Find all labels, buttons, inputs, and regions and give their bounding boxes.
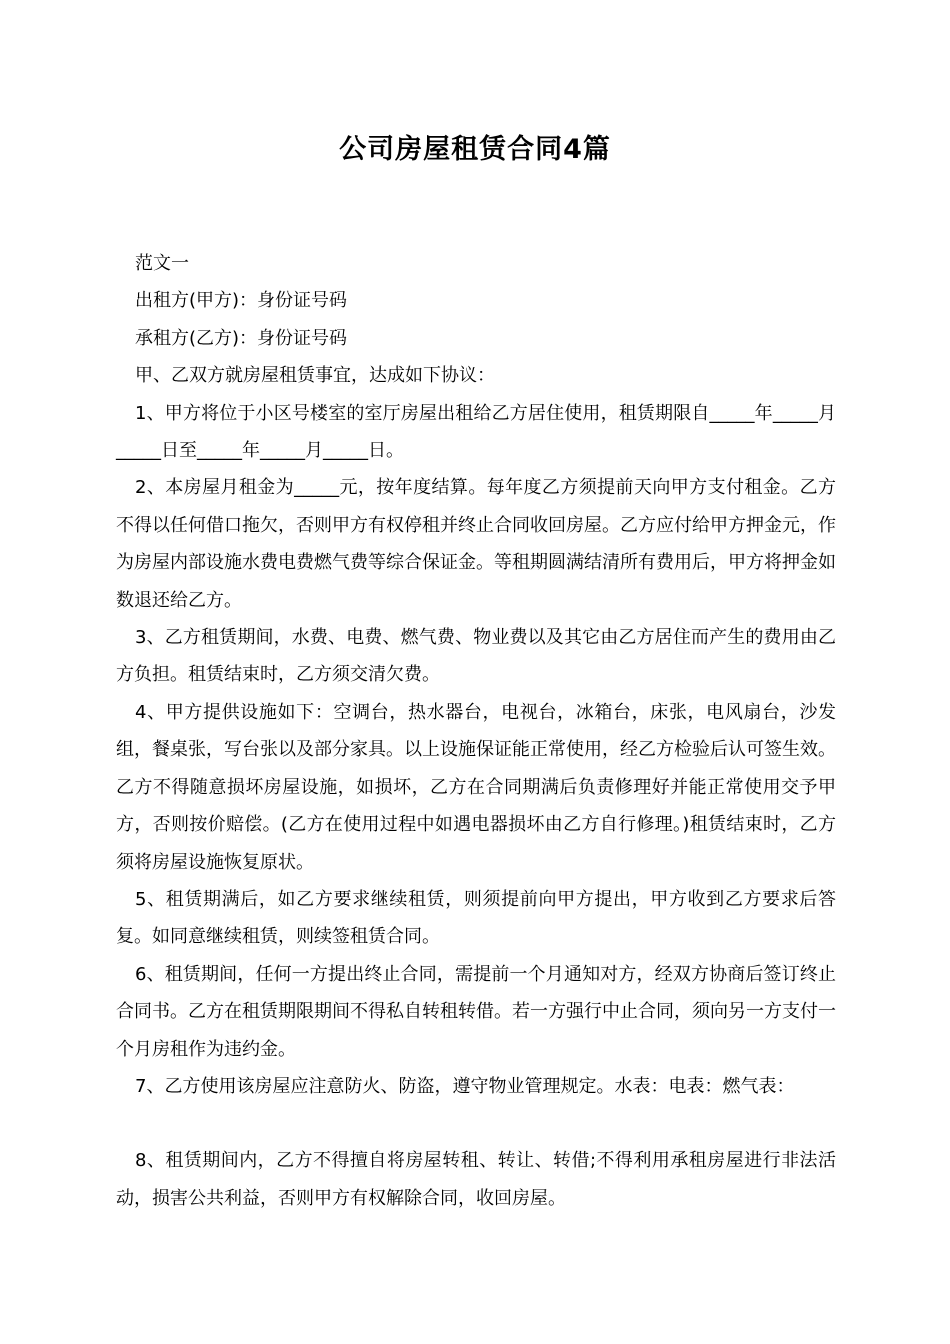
paragraph-lessee: 承租方(乙方)：身份证号码 — [135, 327, 348, 349]
paragraph-clause-8: 8、租赁期间内，乙方不得擅自将房屋转租、转让、转借;不得利用承租房屋进行非法活动，损害公共利益，否则甲方有权解除合同，收回房屋。 — [116, 1150, 836, 1209]
paragraph-clause-6: 6、租赁期间，任何一方提出终止合同，需提前一个月通知对方，经双方协商后签订终止合同书。乙方在租赁期限期间不得私自转租转借。若一方强行中止合同，须向另一方支付一个月房租作为违约金。 — [116, 963, 836, 1060]
paragraph-clause-4: 4、甲方提供设施如下：空调台，热水器台，电视台，冰箱台，床张，电风扇台，沙发组，餐桌张，写台张以及部分家具。以上设施保证能正常使用，经乙方检验后认可签生效。乙方不得随意损坏房屋设施，如损坏，乙方在合同期满后负责修理好并能正常使用交予甲方，否则按价赔偿。(乙方在使用过程中如遇电器损坏由乙方自行修理。)租赁结束时，乙方须将房屋设施恢复原状。 — [116, 701, 836, 873]
paragraph-clause-3: 3、乙方租赁期间，水费、电费、燃气费、物业费以及其它由乙方居住而产生的费用由乙方负担。租赁结束时，乙方须交清欠费。 — [116, 627, 836, 686]
document-body — [116, 245, 836, 1217]
paragraph-sample-label: 范文一 — [135, 253, 189, 274]
paragraph-clause-1: 1、甲方将位于小区号楼室的室厅房屋出租给乙方居住使用，租赁期限自_____年_____月_____日至_____年_____月_____日。 — [116, 402, 836, 462]
paragraph-clause-7: 7、乙方使用该房屋应注意防火、防盗，遵守物业管理规定。水表：电表：燃气表： — [135, 1075, 795, 1097]
paragraph-spacer — [116, 1105, 836, 1142]
paragraph-lessor: 出租方(甲方)：身份证号码 — [135, 290, 348, 312]
paragraph-agreement-intro: 甲、乙双方就房屋租赁事宜，达成如下协议： — [135, 365, 495, 387]
paragraph-clause-2: 2、本房屋月租金为_____元，按年度结算。每年度乙方须提前天向甲方支付租金。乙方不得以任何借口拖欠，否则甲方有权停租并终止合同收回房屋。乙方应付给甲方押金元，作为房屋内部设施水费电费燃气费等综合保证金。等租期圆满结清所有费用后，甲方将押金如数退还给乙方。 — [116, 477, 836, 611]
document-title: 公司房屋租赁合同4篇 — [339, 134, 611, 165]
paragraph-clause-5: 5、租赁期满后，如乙方要求继续租赁，则须提前向甲方提出，甲方收到乙方要求后答复。如同意继续租赁，则续签租赁合同。 — [116, 888, 836, 948]
